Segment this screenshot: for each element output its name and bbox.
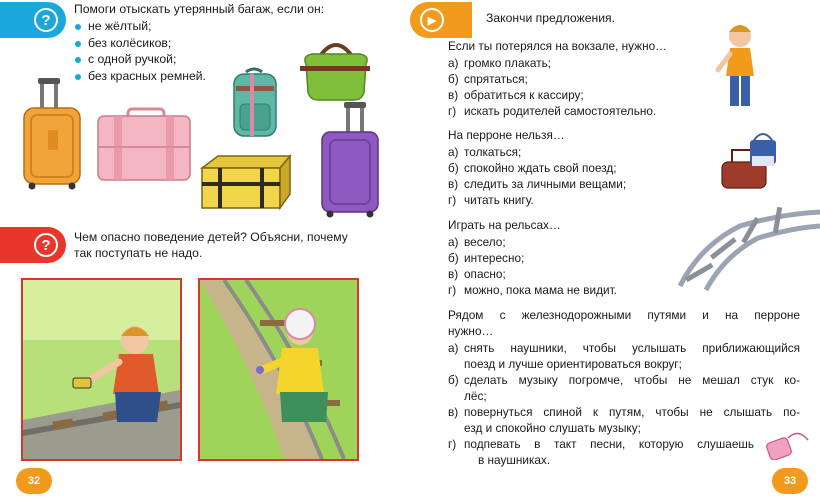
option: а) снять наушники, чтобы услышать приближающийся поезд и лучше ориентироваться вокруг;	[448, 341, 800, 371]
option: б) спрятаться;	[448, 72, 528, 86]
question-3	[448, 217, 617, 298]
yellow-trunk	[202, 156, 290, 208]
purple-trolley-suitcase	[322, 102, 378, 218]
task-badge-red	[0, 227, 66, 263]
question-1	[448, 38, 667, 119]
question-3-title: Играть на рельсах…	[448, 218, 561, 232]
pink-suitcase	[98, 109, 190, 180]
question-2-title: На перроне нельзя…	[448, 128, 565, 142]
luggage-illustrations	[0, 0, 410, 225]
question-1-title: Если ты потерялся на вокзале, нужно…	[448, 39, 667, 53]
option: б) интересно;	[448, 251, 525, 265]
option: а) толкаться;	[448, 145, 522, 159]
option: г) искать родителей самостоятельно.	[448, 104, 657, 118]
rails-illustration	[680, 207, 820, 290]
task-badge-orange	[410, 2, 472, 38]
question-icon: ?	[34, 8, 58, 32]
option: а) весело;	[448, 235, 506, 249]
task2-line1: Чем опасно поведение детей? Объясни, почему	[74, 230, 348, 244]
orange-trolley-suitcase	[24, 78, 80, 190]
page-number-right: 33	[772, 468, 808, 494]
question-2	[448, 127, 626, 208]
option: г) подпевать в такт песни, которую слушаешь в наушниках.	[448, 437, 754, 467]
page-number-left: 32	[16, 468, 52, 494]
girl-on-rails-illustration	[200, 280, 357, 459]
condition-item: без колёсиков;	[74, 35, 374, 52]
option: в) опасно;	[448, 267, 506, 281]
lost-boy-illustration	[718, 25, 754, 106]
option: в) обратиться к кассиру;	[448, 88, 584, 102]
condition-item: с одной ручкой;	[74, 51, 374, 68]
question-4-title-line1: Рядом с железнодорожными путями и на перроне	[448, 308, 800, 322]
boy-on-rails-illustration	[23, 280, 180, 459]
option: б) сделать музыку погромче, чтобы не мешал стук ко- лёс;	[448, 373, 800, 403]
question-4	[448, 307, 800, 468]
green-backpack	[234, 69, 276, 136]
task2-line2: так поступать не надо.	[74, 246, 203, 260]
option: г) читать книгу.	[448, 193, 534, 207]
task1-intro: Помоги отыскать утерянный багаж, если он:	[74, 2, 325, 16]
right-page	[410, 0, 820, 500]
instruction-text: Закончи предложения.	[486, 11, 616, 25]
green-bag	[300, 45, 370, 100]
picture-girl-on-rails	[198, 278, 359, 461]
picture-boy-on-rails	[21, 278, 182, 461]
option: в) повернуться спиной к путям, чтобы не слышать по- езд и спокойно слушать музыку;	[448, 405, 800, 435]
question-icon: ?	[34, 233, 58, 257]
option: б) спокойно ждать свой поезд;	[448, 161, 617, 175]
condition-item: без красных ремней.	[74, 68, 374, 85]
play-arrow-icon: ▶	[420, 8, 444, 32]
condition-item: не жёлтый;	[74, 18, 374, 35]
option: а) громко плакать;	[448, 56, 552, 70]
task2-text	[74, 229, 394, 261]
bags-illustration	[722, 134, 776, 188]
question-4-title-line2: нужно…	[448, 324, 494, 338]
option: в) следить за личными вещами;	[448, 177, 627, 191]
option: г) можно, пока мама не видит.	[448, 283, 617, 297]
